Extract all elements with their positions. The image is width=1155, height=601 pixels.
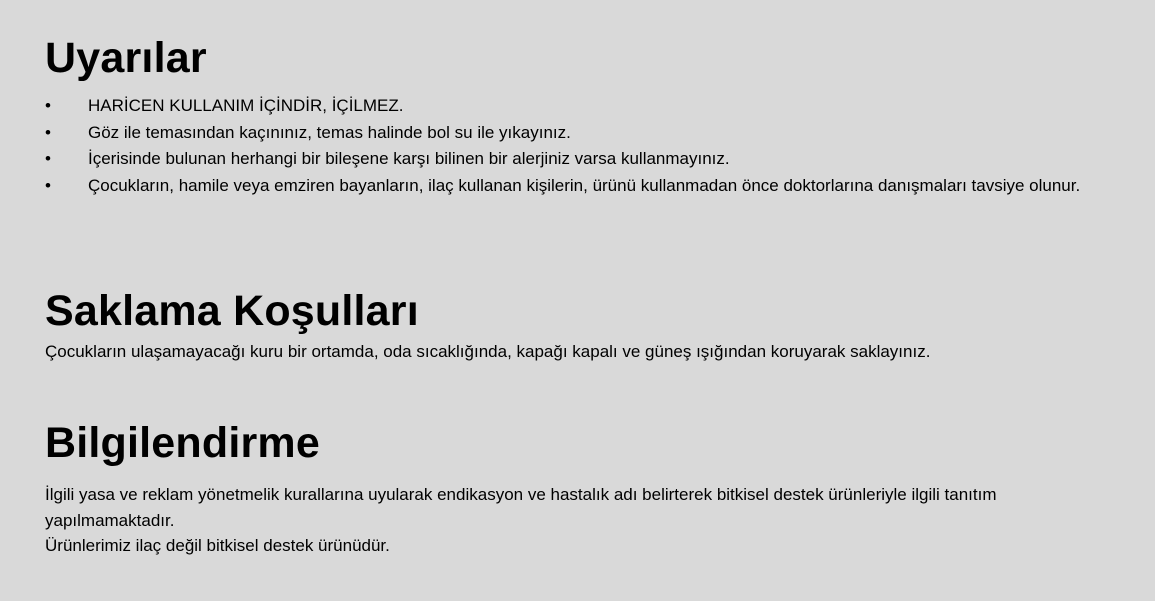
warnings-list bbox=[45, 93, 1115, 199]
warning-item bbox=[45, 120, 1115, 147]
warning-item bbox=[45, 146, 1115, 173]
info-paragraph: İlgili yasa ve reklam yönetmelik kurallarına uyularak endikasyon ve hastalık adı belirterek bitkisel destek ürünleriyle ilgili tanıtım yapılmamaktadır. bbox=[45, 485, 997, 530]
bullet-icon: • bbox=[45, 175, 51, 195]
storage-text: Çocukların ulaşamayacağı kuru bir ortamda, oda sıcaklığında, kapağı kapalı ve güneş ışığından koruyarak saklayınız. bbox=[45, 342, 931, 361]
warning-item-text: Göz ile temasından kaçınınız, temas halinde bol su ile yıkayınız. bbox=[88, 122, 571, 142]
warning-item bbox=[45, 173, 1115, 200]
bullet-icon: • bbox=[45, 96, 51, 115]
warning-item-text: İçerisinde bulunan herhangi bir bileşene karşı bilinen bir alerjiniz varsa kullanmayınız. bbox=[88, 149, 730, 168]
info-paragraph: Ürünlerimiz ilaç değil bitkisel destek ürünüdür. bbox=[45, 536, 390, 555]
warning-item-text: HARİCEN KULLANIM İÇİNDİR, İÇİLMEZ. bbox=[88, 96, 404, 115]
warnings-section bbox=[45, 33, 1115, 199]
warning-item-text: Çocukların, hamile veya emziren bayanların, ilaç kullanan kişilerin, ürünü kullanmadan önce doktorlarına danışmaları tavsiye olunur. bbox=[88, 175, 1081, 195]
warning-item bbox=[45, 93, 1115, 120]
info-section bbox=[45, 418, 1115, 559]
storage-title: Saklama Koşulları bbox=[45, 287, 419, 335]
info-title: Bilgilendirme bbox=[45, 419, 320, 467]
bullet-icon: • bbox=[45, 122, 51, 142]
info-text bbox=[45, 482, 1115, 559]
bullet-icon: • bbox=[45, 149, 51, 168]
warnings-title: Uyarılar bbox=[45, 34, 207, 82]
storage-section bbox=[45, 286, 1115, 365]
